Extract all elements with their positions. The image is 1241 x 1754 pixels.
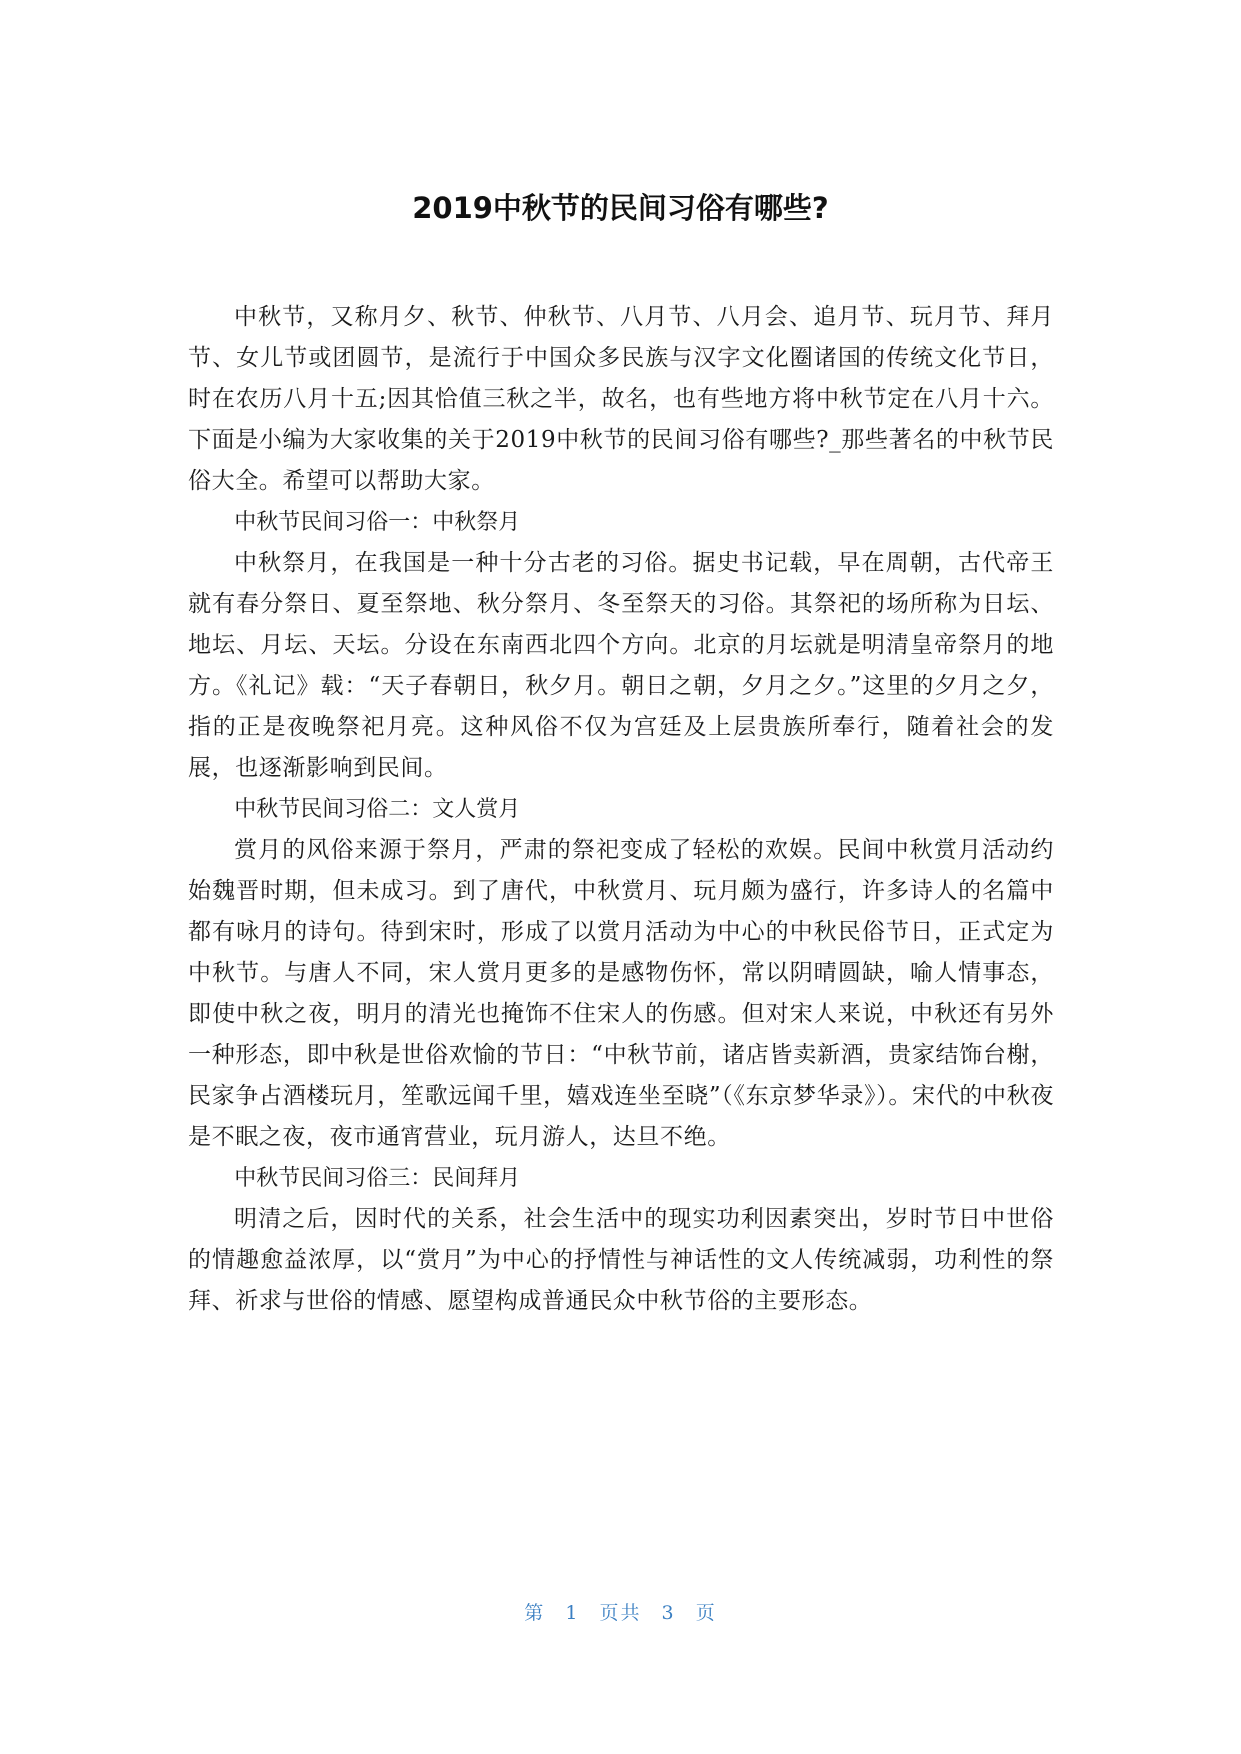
intro-paragraph: 中秋节，又称月夕、秋节、仲秋节、八月节、八月会、追月节、玩月节、拜月节、女儿节或团圆节，是流行于中国众多民族与汉字文化圈诸国的传统文化节日，时在农历八月十五;因其恰值三秋之半，故名，也有些地方将中秋节定在八月十六。下面是小编为大家收集的关于2019中秋节的民间习俗有哪些?_那些著名的中秋节民俗大全。希望可以帮助大家。 [188, 304, 1054, 494]
footer-word-ye-gong: 页共 [599, 1602, 642, 1624]
section-paragraph-2: 赏月的风俗来源于祭月，严肃的祭祀变成了轻松的欢娱。民间中秋赏月活动约始魏晋时期，但未成习。到了唐代，中秋赏月、玩月颇为盛行，许多诗人的名篇中都有咏月的诗句。待到宋时，形成了以赏月活动为中心的中秋民俗节日，正式定为中秋节。与唐人不同，宋人赏月更多的是感物伤怀，常以阴晴圆缺，喻人情事态，即使中秋之夜，明月的清光也掩饰不住宋人的伤感。但对宋人来说，中秋还有另外一种形态，即中秋是世俗欢愉的节日：“中秋节前，诸店皆卖新酒，贵家结饰台榭，民家争占酒楼玩月，笙歌远闻千里，嬉戏连坐至晓”（《东京梦华录》）。宋代的中秋夜是不眠之夜，夜市通宵营业，玩月游人，达旦不绝。 [188, 837, 1054, 1150]
footer-word-ye: 页 [695, 1602, 717, 1624]
section-heading-1: 中秋节民间习俗一：中秋祭月 [234, 510, 521, 535]
section-heading-3: 中秋节民间习俗三：民间拜月 [234, 1166, 521, 1191]
footer-word-di: 第 [524, 1602, 546, 1624]
section-paragraph-1: 中秋祭月，在我国是一种十分古老的习俗。据史书记载，早在周朝，古代帝王就有春分祭日、夏至祭地、秋分祭月、冬至祭天的习俗。其祭祀的场所称为日坛、地坛、月坛、天坛。分设在东南西北四个方向。北京的月坛就是明清皇帝祭月的地方。《礼记》载：“天子春朝日，秋夕月。朝日之朝，夕月之夕。”这里的夕月之夕，指的正是夜晚祭祀月亮。这种风俗不仅为宫廷及上层贵族所奉行，随着社会的发展，也逐渐影响到民间。 [188, 550, 1054, 781]
page-footer [0, 1598, 1241, 1625]
section-heading-2: 中秋节民间习俗二：文人赏月 [234, 797, 521, 822]
footer-page-number: 1 [565, 1602, 580, 1624]
document-title: 2019中秋节的民间习俗有哪些? [412, 191, 829, 225]
footer-total-pages: 3 [661, 1602, 676, 1624]
section-paragraph-3: 明清之后，因时代的关系，社会生活中的现实功利因素突出，岁时节日中世俗的情趣愈益浓厚，以“赏月”为中心的抒情性与神话性的文人传统减弱，功利性的祭拜、祈求与世俗的情感、愿望构成普通民众中秋节俗的主要形态。 [188, 1206, 1054, 1314]
document-body [188, 297, 1054, 1322]
